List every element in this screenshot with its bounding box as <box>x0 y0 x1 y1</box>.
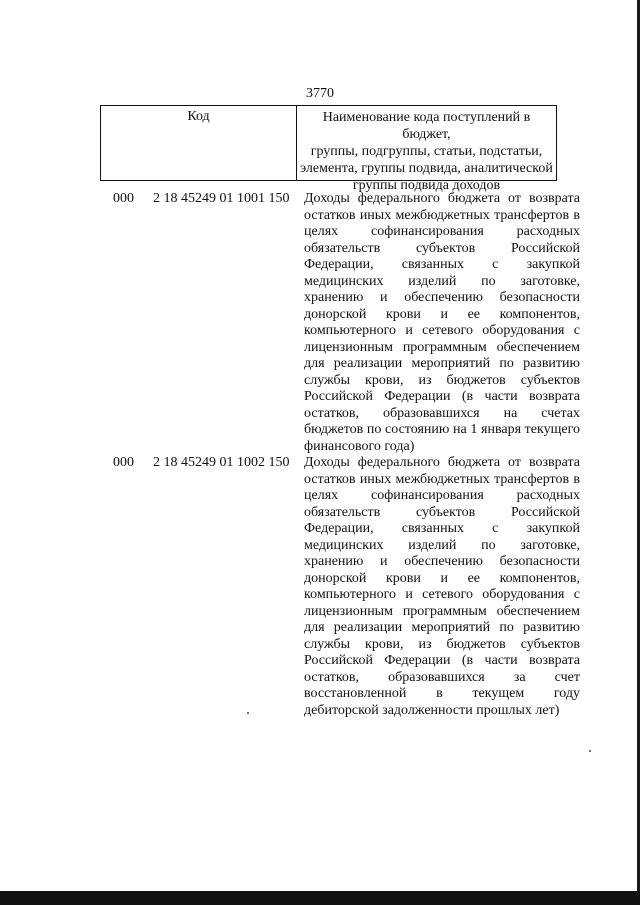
description-line: донорской крови и ее компонентов, <box>304 306 580 322</box>
description-line: службы крови, из бюджетов субъектов <box>304 636 580 652</box>
header-code-label: Код <box>101 106 297 180</box>
description-line: Федерации, связанных с закупкой <box>304 257 580 272</box>
header-name-label <box>297 106 556 193</box>
description-line: медицинских изделий по заготовке, <box>304 273 580 289</box>
description-line: Доходы федерального бюджета от возврата <box>304 191 580 206</box>
description-line: бюджетов по состоянию на 1 января текущего <box>304 422 580 437</box>
scan-edge-bottom <box>0 891 640 905</box>
header-name-line: элемента, группы подвида, аналитической <box>300 161 553 176</box>
description-line: остатков иных межбюджетных трансфертов в <box>304 471 580 487</box>
description-line: дебиторской задолженности прошлых лет) <box>304 702 560 718</box>
description-line: целях софинансирования расходных <box>304 488 580 503</box>
budget-code: 2 18 45249 01 1002 150 <box>153 455 290 470</box>
admin-code: 000 <box>113 455 134 470</box>
description-line: донорской крови и ее компонентов, <box>304 570 580 586</box>
header-name-line: группы подвида доходов <box>352 178 501 193</box>
budget-code: 2 18 45249 01 1001 150 <box>153 191 290 206</box>
table-header <box>100 105 557 193</box>
admin-code: 000 <box>113 191 134 206</box>
scan-speck <box>589 750 591 752</box>
description-line: финансового года) <box>304 438 415 454</box>
scan-speck <box>247 712 249 714</box>
page-number: 3770 <box>306 86 334 101</box>
description-line: остатков иных межбюджетных трансфертов в <box>304 207 580 223</box>
description-line: для реализации мероприятий по развитию <box>304 356 580 371</box>
description-line: хранению и обеспечению безопасности <box>304 290 580 305</box>
description-line: целях софинансирования расходных <box>304 224 580 239</box>
description-line: компьютерного и сетевого оборудования с <box>304 587 580 602</box>
description-line: компьютерного и сетевого оборудования с <box>304 323 580 338</box>
header-name-line: Наименование кода поступлений в бюджет, <box>322 110 531 142</box>
entry-description <box>304 455 580 719</box>
description-line: лицензионным программным обеспечением <box>304 339 580 355</box>
description-line: службы крови, из бюджетов субъектов <box>304 372 580 388</box>
description-line: лицензионным программным обеспечением <box>304 603 580 619</box>
description-line: Российской Федерации (в части возврата <box>304 389 580 404</box>
description-line: Доходы федерального бюджета от возврата <box>304 455 580 470</box>
header-name-line: группы, подгруппы, статьи, подстатьи, <box>310 144 543 159</box>
description-line: обязательств субъектов Российской <box>304 504 580 520</box>
description-line: медицинских изделий по заготовке, <box>304 537 580 553</box>
entry-description <box>304 191 580 455</box>
description-line: хранению и обеспечению безопасности <box>304 554 580 569</box>
description-line: обязательств субъектов Российской <box>304 240 580 256</box>
description-line: для реализации мероприятий по развитию <box>304 620 580 635</box>
description-line: Федерации, связанных с закупкой <box>304 521 580 536</box>
description-line: Российской Федерации (в части возврата <box>304 653 580 668</box>
description-line: восстановленной в текущем году <box>304 686 580 701</box>
description-line: остатков, образовавшихся за счет <box>304 669 580 685</box>
description-line: остатков, образовавшихся на счетах <box>304 405 580 421</box>
